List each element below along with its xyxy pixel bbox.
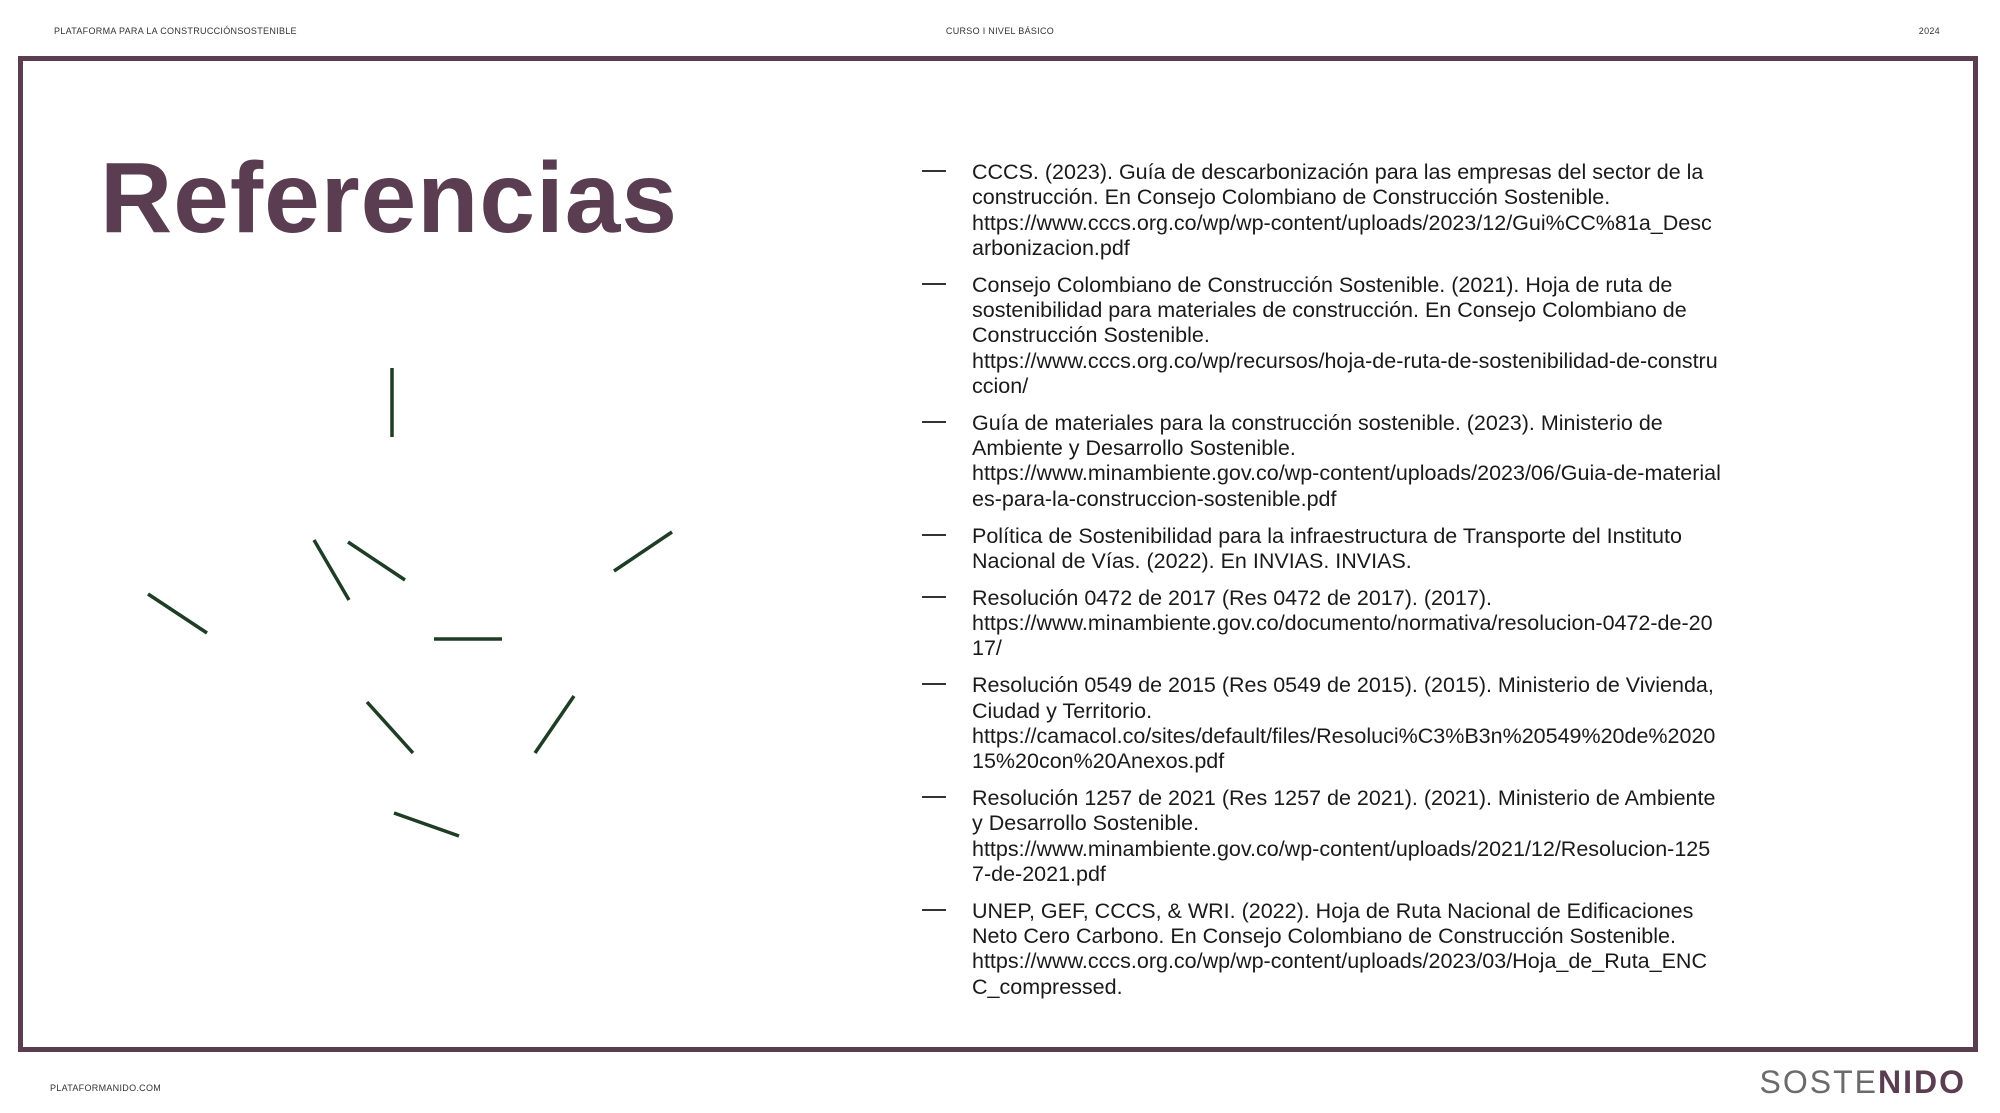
- references-list: [922, 160, 1722, 1012]
- reference-item: [922, 524, 1722, 575]
- stick-5: [614, 532, 672, 571]
- stick-9: [394, 813, 459, 836]
- reference-url: https://www.cccs.org.co/wp/wp-content/uploads/2023/12/Gui%CC%81a_Descarbonizacion.pdf: [972, 210, 1712, 260]
- reference-url: https://camacol.co/sites/default/files/Resoluci%C3%B3n%20549%20de%202015%20con%20Anexos.pdf: [972, 723, 1716, 774]
- stick-7: [367, 702, 413, 753]
- header-year: 2024: [1918, 26, 1940, 36]
- reference-citation: Resolución 0472 de 2017 (Res 0472 de 2017). (2017).: [972, 585, 1492, 610]
- reference-citation: UNEP, GEF, CCCS, & WRI. (2022). Hoja de Ruta Nacional de Edificaciones Neto Cero Carbono. En Consejo Colombiano de Construcción Sostenible.: [972, 898, 1694, 949]
- reference-item: [922, 273, 1722, 399]
- reference-item: [922, 673, 1722, 774]
- reference-citation: Guía de materiales para la construcción sostenible. (2023). Ministerio de Ambiente y Desarrollo Sostenible.: [972, 410, 1663, 461]
- reference-item: [922, 899, 1722, 1000]
- reference-url: https://www.cccs.org.co/wp/wp-content/uploads/2023/03/Hoja_de_Ruta_ENCC_compressed.: [972, 949, 1707, 999]
- stick-8: [535, 696, 574, 753]
- reference-url: https://www.cccs.org.co/wp/recursos/hoja-de-ruta-de-sostenibilidad-de-construccion/: [972, 348, 1718, 398]
- header-course-level: CURSO I NIVEL BÁSICO: [945, 26, 1055, 36]
- stick-4: [148, 594, 207, 633]
- page-title: Referencias: [100, 142, 678, 254]
- logo-text-soste: SOSTE: [1759, 1064, 1878, 1100]
- header-platform-name: PLATAFORMA PARA LA CONSTRUCCIÓNSOSTENIBLE: [54, 26, 297, 36]
- reference-citation: Resolución 0549 de 2015 (Res 0549 de 2015). (2015). Ministerio de Vivienda, Ciudad y Territorio.: [972, 673, 1714, 723]
- stick-2: [314, 540, 349, 600]
- reference-citation: Política de Sostenibilidad para la infraestructura de Transporte del Instituto Nacional de Vías. (2022). En INVIAS. INVIAS.: [972, 523, 1682, 573]
- footer-website: PLATAFORMANIDO.COM: [50, 1083, 162, 1093]
- scattered-sticks-decoration: [0, 0, 800, 1052]
- reference-item: [922, 160, 1722, 261]
- sostenido-logo: [1760, 1063, 1966, 1101]
- reference-citation: Resolución 1257 de 2021 (Res 1257 de 2021). (2021). Ministerio de Ambiente y Desarrollo Sostenible.: [972, 786, 1716, 836]
- reference-citation: Consejo Colombiano de Construcción Sostenible. (2021). Hoja de ruta de sostenibilidad para materiales de construcción. En Consejo Colombiano de Construcción Sostenible.: [972, 272, 1687, 348]
- reference-url: https://www.minambiente.gov.co/wp-content/uploads/2021/12/Resolucion-1257-de-2021.pdf: [972, 836, 1711, 886]
- stick-3: [348, 542, 405, 580]
- reference-url: https://www.minambiente.gov.co/wp-content/uploads/2023/06/Guia-de-materiales-para-la-construccion-sostenible.pdf: [972, 461, 1721, 511]
- reference-url: https://www.minambiente.gov.co/documento/normativa/resolucion-0472-de-2017/: [972, 611, 1713, 661]
- reference-citation: CCCS. (2023). Guía de descarbonización para las empresas del sector de la construcción. En Consejo Colombiano de Construcción Sostenible.: [972, 160, 1704, 210]
- reference-item: [922, 586, 1722, 662]
- reference-item: [922, 411, 1722, 512]
- logo-text-nido: NIDO: [1878, 1064, 1966, 1100]
- reference-item: [922, 786, 1722, 887]
